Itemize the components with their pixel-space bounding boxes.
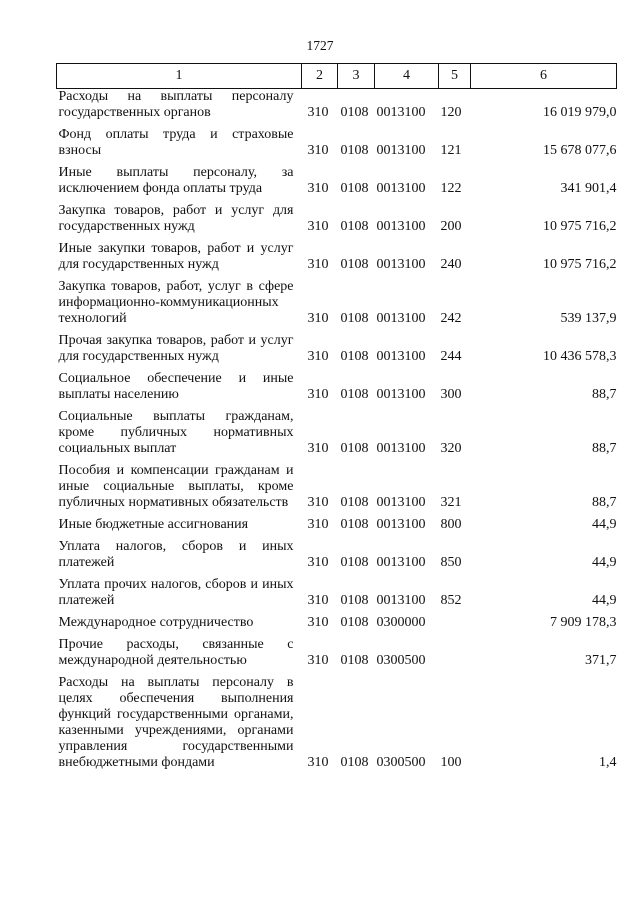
row-section-code: 0108 bbox=[340, 653, 369, 668]
row-ministry-code: 310 bbox=[307, 143, 329, 158]
row-amount: 44,9 bbox=[592, 555, 617, 570]
row-amount: 10 975 716,2 bbox=[543, 219, 617, 234]
row-expense-type-code: 850 bbox=[440, 555, 462, 570]
row-ministry-code: 310 bbox=[307, 441, 329, 456]
table-row bbox=[57, 279, 617, 333]
table-row bbox=[57, 637, 617, 675]
row-ministry-code: 310 bbox=[307, 311, 329, 326]
row-expense-type-code: 121 bbox=[440, 143, 462, 158]
row-target-code: 0013100 bbox=[376, 593, 426, 608]
row-description: Уплата налогов, сборов и иных платежей bbox=[58, 539, 294, 570]
row-amount: 371,7 bbox=[585, 653, 617, 668]
row-amount: 88,7 bbox=[592, 441, 617, 456]
table-row bbox=[57, 241, 617, 279]
row-amount: 7 909 178,3 bbox=[550, 615, 617, 630]
row-description: Прочая закупка товаров, работ и услуг для государственных нужд bbox=[58, 333, 294, 364]
row-section-code: 0108 bbox=[340, 105, 369, 120]
table-header-row bbox=[57, 64, 617, 89]
row-expense-type-code: 242 bbox=[440, 311, 462, 326]
row-expense-type-code: 200 bbox=[440, 219, 462, 234]
row-expense-type-code: 120 bbox=[440, 105, 462, 120]
table-row bbox=[57, 539, 617, 577]
row-target-code: 0013100 bbox=[376, 495, 426, 510]
row-ministry-code: 310 bbox=[307, 105, 329, 120]
table-row bbox=[57, 371, 617, 409]
row-amount: 10 436 578,3 bbox=[543, 349, 617, 364]
row-section-code: 0108 bbox=[340, 495, 369, 510]
column-header-2: 2 bbox=[302, 64, 338, 89]
table-row bbox=[57, 577, 617, 615]
row-description: Расходы на выплаты персоналу государственных органов bbox=[58, 89, 294, 120]
row-description: Закупка товаров, работ и услуг для государственных нужд bbox=[58, 203, 294, 234]
row-amount: 1,4 bbox=[599, 755, 617, 770]
row-ministry-code: 310 bbox=[307, 349, 329, 364]
row-section-code: 0108 bbox=[340, 517, 369, 532]
row-amount: 44,9 bbox=[592, 517, 617, 532]
row-target-code: 0013100 bbox=[376, 441, 426, 456]
table-row bbox=[57, 675, 617, 777]
row-target-code: 0013100 bbox=[376, 257, 426, 272]
row-description: Прочие расходы, связанные с международной деятельностью bbox=[58, 637, 294, 668]
row-amount: 15 678 077,6 bbox=[543, 143, 617, 158]
table-row bbox=[57, 463, 617, 517]
row-expense-type-code: 852 bbox=[440, 593, 462, 608]
row-ministry-code: 310 bbox=[307, 495, 329, 510]
row-description: Социальное обеспечение и иные выплаты населению bbox=[58, 371, 294, 402]
row-section-code: 0108 bbox=[340, 755, 369, 770]
column-header-5: 5 bbox=[439, 64, 471, 89]
row-section-code: 0108 bbox=[340, 311, 369, 326]
row-ministry-code: 310 bbox=[307, 517, 329, 532]
row-section-code: 0108 bbox=[340, 555, 369, 570]
row-expense-type-code bbox=[439, 637, 471, 675]
row-section-code: 0108 bbox=[340, 387, 369, 402]
row-target-code: 0013100 bbox=[376, 105, 426, 120]
row-amount: 44,9 bbox=[592, 593, 617, 608]
row-ministry-code: 310 bbox=[307, 653, 329, 668]
row-target-code: 0013100 bbox=[376, 517, 426, 532]
row-expense-type-code: 100 bbox=[440, 755, 462, 770]
row-ministry-code: 310 bbox=[307, 755, 329, 770]
table-row bbox=[57, 89, 617, 128]
row-target-code: 0013100 bbox=[376, 387, 426, 402]
row-section-code: 0108 bbox=[340, 181, 369, 196]
row-target-code: 0300000 bbox=[376, 615, 426, 630]
row-ministry-code: 310 bbox=[307, 593, 329, 608]
row-expense-type-code: 800 bbox=[440, 517, 462, 532]
column-header-4: 4 bbox=[375, 64, 439, 89]
row-expense-type-code bbox=[439, 615, 471, 637]
budget-table bbox=[56, 63, 617, 777]
table-row bbox=[57, 203, 617, 241]
row-amount: 88,7 bbox=[592, 387, 617, 402]
row-description: Иные бюджетные ассигнования bbox=[58, 517, 249, 532]
row-description: Закупка товаров, работ, услуг в сфере информационно-коммуникационных технологий bbox=[58, 279, 294, 326]
row-description: Иные закупки товаров, работ и услуг для государственных нужд bbox=[58, 241, 294, 272]
row-ministry-code: 310 bbox=[307, 387, 329, 402]
column-header-6: 6 bbox=[471, 64, 617, 89]
row-expense-type-code: 300 bbox=[440, 387, 462, 402]
row-amount: 16 019 979,0 bbox=[543, 105, 617, 120]
row-ministry-code: 310 bbox=[307, 555, 329, 570]
row-section-code: 0108 bbox=[340, 143, 369, 158]
row-target-code: 0013100 bbox=[376, 311, 426, 326]
row-ministry-code: 310 bbox=[307, 181, 329, 196]
row-target-code: 0013100 bbox=[376, 181, 426, 196]
table-row bbox=[57, 615, 617, 637]
row-target-code: 0300500 bbox=[376, 653, 426, 668]
row-section-code: 0108 bbox=[340, 257, 369, 272]
row-expense-type-code: 122 bbox=[440, 181, 462, 196]
row-description: Социальные выплаты гражданам, кроме публичных нормативных социальных выплат bbox=[58, 409, 294, 456]
row-target-code: 0013100 bbox=[376, 349, 426, 364]
row-ministry-code: 310 bbox=[307, 257, 329, 272]
row-expense-type-code: 244 bbox=[440, 349, 462, 364]
row-target-code: 0013100 bbox=[376, 219, 426, 234]
row-section-code: 0108 bbox=[340, 349, 369, 364]
table-row bbox=[57, 409, 617, 463]
row-target-code: 0013100 bbox=[376, 555, 426, 570]
row-section-code: 0108 bbox=[340, 615, 369, 630]
row-amount: 341 901,4 bbox=[560, 181, 617, 196]
row-section-code: 0108 bbox=[340, 441, 369, 456]
row-ministry-code: 310 bbox=[307, 615, 329, 630]
row-description: Иные выплаты персоналу, за исключением фонда оплаты труда bbox=[58, 165, 294, 196]
row-expense-type-code: 240 bbox=[440, 257, 462, 272]
page-number: 1727 bbox=[306, 38, 334, 53]
column-header-3: 3 bbox=[338, 64, 375, 89]
row-target-code: 0013100 bbox=[376, 143, 426, 158]
row-target-code: 0300500 bbox=[376, 755, 426, 770]
row-section-code: 0108 bbox=[340, 593, 369, 608]
row-description: Уплата прочих налогов, сборов и иных платежей bbox=[58, 577, 294, 608]
row-description: Пособия и компенсации гражданам и иные социальные выплаты, кроме публичных нормативных обязательств bbox=[58, 463, 294, 510]
row-description: Расходы на выплаты персоналу в целях обеспечения выполнения функций государственными органами, казенными учреждениями, органами управления государственными внебюджетными фондами bbox=[58, 675, 294, 770]
row-amount: 539 137,9 bbox=[560, 311, 617, 326]
row-description: Фонд оплаты труда и страховые взносы bbox=[58, 127, 294, 158]
table-row bbox=[57, 333, 617, 371]
row-description: Международное сотрудничество bbox=[58, 615, 254, 630]
row-ministry-code: 310 bbox=[307, 219, 329, 234]
row-expense-type-code: 321 bbox=[440, 495, 462, 510]
table-row bbox=[57, 517, 617, 539]
table-row bbox=[57, 127, 617, 165]
table-row bbox=[57, 165, 617, 203]
row-amount: 10 975 716,2 bbox=[543, 257, 617, 272]
column-header-1: 1 bbox=[57, 64, 302, 89]
row-amount: 88,7 bbox=[592, 495, 617, 510]
row-section-code: 0108 bbox=[340, 219, 369, 234]
row-expense-type-code: 320 bbox=[440, 441, 462, 456]
